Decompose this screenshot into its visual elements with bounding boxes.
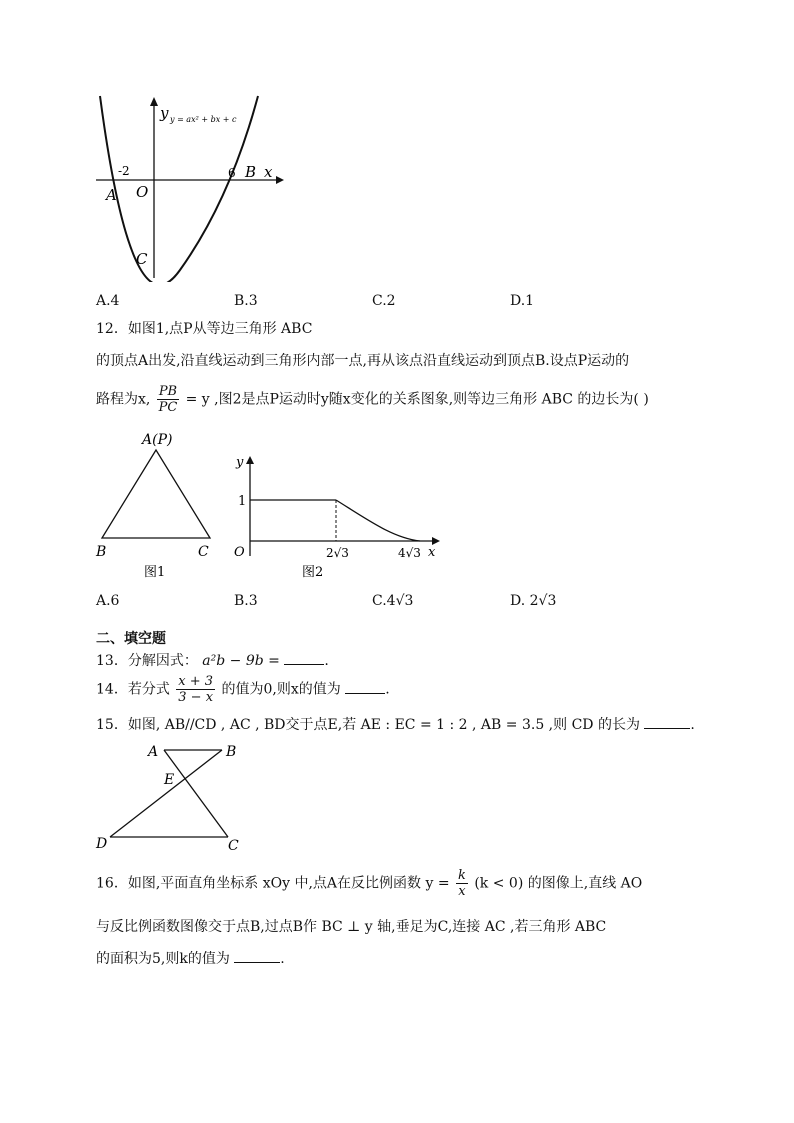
q13-prefix: 13．分解因式： [96,653,198,669]
figure-1-caption: 图1 [144,565,166,580]
q15-period: . [690,717,695,733]
point-label-a: A [106,186,117,204]
y-axis-arrow-icon [150,97,158,106]
q16-line-1-prefix: 16．如图,平面直角坐标系 xOy 中,点A在反比例函数 y = [96,875,450,892]
vertex-label-c: C [198,544,209,560]
q13-expression: a²b − 9b = [202,653,280,669]
segment-bd [110,750,222,837]
q14-suffix: 的值为0,则x的值为 [221,681,341,698]
q16-fraction-numerator: k [458,868,466,883]
q13-answer-blank [284,664,324,665]
vertex-label-b: B [96,544,107,560]
q16-line-3 [96,952,285,966]
q14-fraction-denominator: 3 − x [178,690,214,705]
x-axis-arrow-icon [276,176,284,184]
graph-x-tick-2: 4√3 [398,546,421,560]
q16-line-1-suffix: (k < 0) 的图像上,直线 AO [474,875,643,892]
q16-line-2: 与反比例函数图像交于点B,过点B作 BC ⊥ y 轴,垂足为C,连接 AC ,若三角形 ABC [96,919,607,935]
q14-period: . [385,681,390,698]
segment-ac [164,750,228,837]
x-axis-label: x [264,163,273,181]
function-label: y = ax² + bx + c [170,115,237,124]
q11-option-a: A.4 [96,293,120,309]
q11-option-d: D.1 [510,293,535,309]
q12-line-3-prefix: 路程为x, [96,391,151,408]
q12-fraction-numerator: PB [158,384,178,399]
crossing-figure [90,740,260,856]
q14-answer-blank [345,693,385,694]
graph-x-arrow-icon [432,537,440,545]
q13-period: . [324,653,329,669]
cross-label-a: A [148,744,159,760]
figure-2-caption: 图2 [302,565,324,580]
q14-fraction [176,674,215,705]
graph-y-tick-1: 1 [238,494,247,509]
q15-line [96,718,695,732]
q13-line [96,654,329,668]
q14-fraction-numerator: x + 3 [178,674,214,689]
q12-fraction-denominator: PC [158,400,178,415]
graph-x-label: x [428,545,436,560]
cross-label-b: B [226,744,237,760]
q12-line-2: 的顶点A出发,沿直线运动到三角形内部一点,再从该点沿直线运动到顶点B.设点P运动的 [96,353,630,369]
q16-line-1 [96,868,642,899]
q14-line [96,674,390,705]
q11-option-c: C.2 [372,293,396,309]
graph-x-tick-1: 2√3 [326,546,349,560]
graph-figure [228,448,448,582]
q12-option-c: C.4√3 [372,593,414,609]
q11-option-b: B.3 [234,293,258,309]
triangle-figure [90,428,220,580]
section-heading: 二、填空题 [96,631,166,647]
q16-answer-blank [234,962,280,963]
graph-origin-label: O [234,545,245,560]
graph-y-label: y [236,455,244,470]
q16-line-3-text: 的面积为5,则k的值为 [96,951,230,967]
q12-line-1: 12．如图1,点P从等边三角形 ABC [96,321,313,337]
point-label-b: B [245,163,257,181]
q14-prefix: 14．若分式 [96,681,170,698]
q12-line-3-suffix: = y ,图2是点P运动时y随x变化的关系图象,则等边三角形 ABC 的边长为( ) [185,391,649,408]
cross-label-e: E [164,772,175,788]
tick-label-right: 6 [228,166,236,180]
triangle-abc [102,450,210,538]
vertex-label-ap: A(P) [142,432,173,448]
point-label-c: C [136,250,148,268]
parabola-figure [90,92,290,282]
q15-text: 15．如图, AB//CD , AC , BD交于点E,若 AE : EC = 1 : 2 , AB = 3.5 ,则 CD 的长为 [96,717,640,733]
q12-line-3 [96,384,649,415]
cross-label-d: D [96,836,108,852]
graph-decreasing-curve [336,500,420,541]
q12-option-d: D. 2√3 [510,593,557,609]
tick-label-left: -2 [118,164,130,178]
q12-option-a: A.6 [96,593,120,609]
q16-fraction [456,868,468,899]
q16-fraction-denominator: x [458,884,466,899]
cross-label-c: C [228,838,239,854]
q12-fraction [157,384,179,415]
y-axis-label: y [160,104,169,122]
q16-period: . [280,951,285,967]
point-label-o: O [136,183,149,201]
graph-y-arrow-icon [246,456,254,464]
q15-answer-blank [644,728,690,729]
q12-option-b: B.3 [234,593,258,609]
